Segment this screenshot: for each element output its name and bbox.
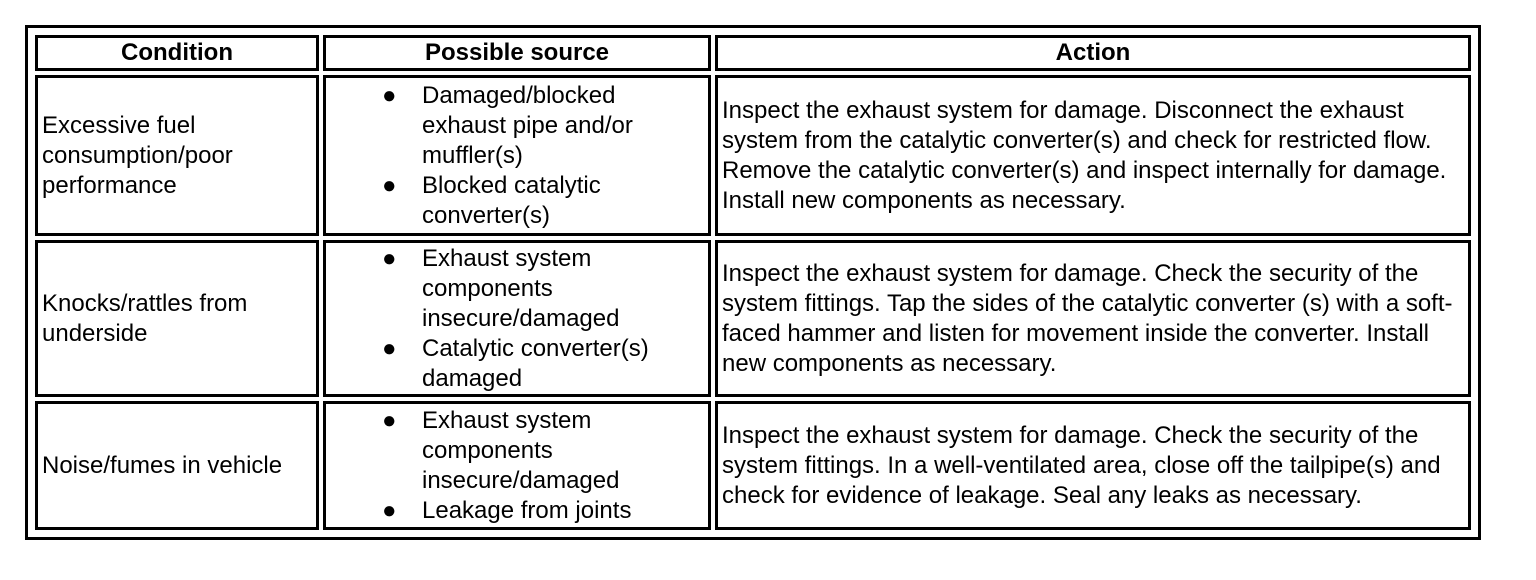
source-text: Leakage from joints <box>422 496 632 524</box>
diagnosis-table-frame <box>25 25 1481 540</box>
source-list <box>330 81 704 231</box>
header-condition: Condition <box>35 35 319 71</box>
source-list <box>330 244 704 394</box>
action-cell: Inspect the exhaust system for damage. Check the security of the system fittings. In a well-ventilated area, close off the tailpipe(s) and check for evidence of leakage. Seal any leaks as necessary. <box>715 401 1471 530</box>
header-possible-source: Possible source <box>323 35 711 71</box>
diagnosis-table <box>31 31 1475 534</box>
bullet-icon: ● <box>382 334 397 362</box>
action-cell: Inspect the exhaust system for damage. Disconnect the exhaust system from the catalytic converter(s) and check for restricted flow. Remove the catalytic converter(s) and inspect internally for damage. Install new components as necessary. <box>715 75 1471 236</box>
header-action: Action <box>715 35 1471 71</box>
condition-cell: Noise/fumes in vehicle <box>35 401 319 530</box>
source-cell <box>323 401 711 530</box>
source-list-item <box>382 496 704 526</box>
source-text: Exhaust system components insecure/damaged <box>422 406 620 494</box>
bullet-icon: ● <box>382 81 397 109</box>
source-list-item <box>382 334 704 394</box>
source-text: Damaged/blocked exhaust pipe and/or muffler(s) <box>422 81 633 169</box>
table-header-row <box>35 35 1471 71</box>
bullet-icon: ● <box>382 171 397 199</box>
action-cell: Inspect the exhaust system for damage. Check the security of the system fittings. Tap the sides of the catalytic converter (s) with a soft-faced hammer and listen for movement inside the converter. Install new components as necessary. <box>715 240 1471 397</box>
condition-cell: Excessive fuel consumption/poor performance <box>35 75 319 236</box>
bullet-icon: ● <box>382 496 397 524</box>
table-row <box>35 401 1471 530</box>
source-list <box>330 406 704 526</box>
source-list-item <box>382 406 704 496</box>
source-list-item <box>382 171 704 231</box>
source-text: Catalytic converter(s) damaged <box>422 334 649 392</box>
source-cell <box>323 75 711 236</box>
source-text: Blocked catalytic converter(s) <box>422 171 601 229</box>
table-row <box>35 240 1471 397</box>
bullet-icon: ● <box>382 406 397 434</box>
table-row <box>35 75 1471 236</box>
source-list-item <box>382 244 704 334</box>
condition-cell: Knocks/rattles from underside <box>35 240 319 397</box>
source-cell <box>323 240 711 397</box>
source-list-item <box>382 81 704 171</box>
source-text: Exhaust system components insecure/damaged <box>422 244 620 332</box>
bullet-icon: ● <box>382 244 397 272</box>
